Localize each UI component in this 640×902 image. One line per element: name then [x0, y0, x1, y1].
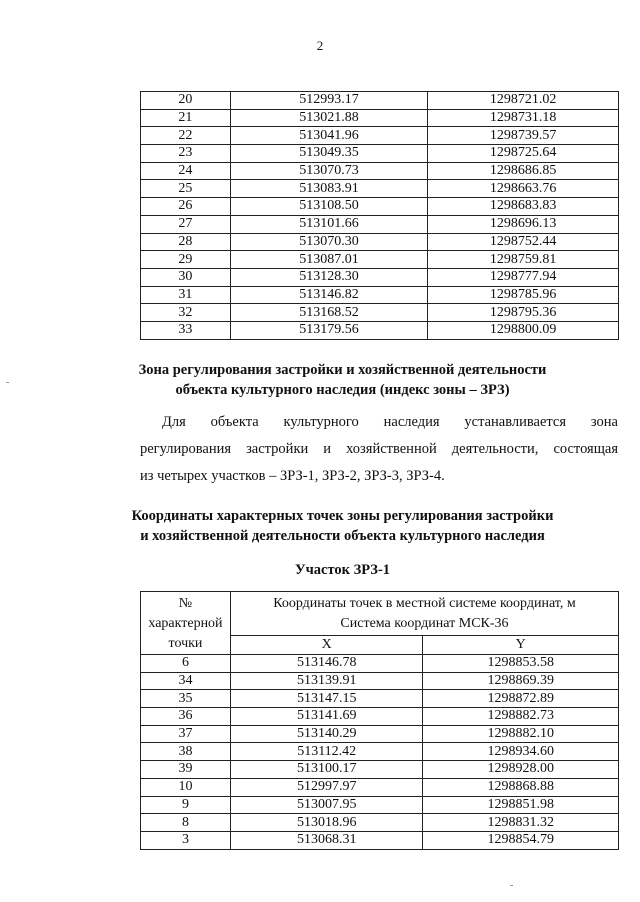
y-coordinate-cell: 1298831.32: [423, 814, 619, 832]
y-coordinate-cell: 1298777.94: [428, 268, 619, 286]
page-number: 2: [316, 38, 324, 53]
point-number-cell: 20: [141, 92, 231, 110]
x-coordinate-cell: 513141.69: [230, 708, 423, 726]
x-coordinate-cell: 513018.96: [230, 814, 423, 832]
x-coordinate-cell: 513007.95: [230, 796, 423, 814]
point-number-cell: 21: [141, 109, 231, 127]
y-coordinate-cell: 1298868.88: [423, 778, 619, 796]
x-coordinate-cell: 513179.56: [230, 321, 428, 339]
point-number-cell: 31: [141, 286, 231, 304]
point-number-cell: 39: [141, 761, 231, 779]
point-number-cell: 6: [141, 655, 231, 673]
point-number-cell: 38: [141, 743, 231, 761]
paragraph-line-3: из четырех участков – ЗРЗ-1, ЗРЗ-2, ЗРЗ-3, ЗРЗ-4.: [140, 468, 445, 484]
y-coordinate-cell: 1298752.44: [428, 233, 619, 251]
paragraph-line-2: регулирования застройки и хозяйственной деятельности, состоящая: [140, 441, 618, 457]
table-row: [141, 708, 619, 726]
point-number-cell: 25: [141, 180, 231, 198]
table1-body: [141, 92, 619, 340]
section-title: Участок ЗРЗ-1: [294, 562, 391, 578]
y-coordinate-cell: 1298853.58: [423, 655, 619, 673]
point-number-cell: 22: [141, 127, 231, 145]
table-row: [141, 180, 619, 198]
point-number-cell: 35: [141, 690, 231, 708]
x-coordinate-cell: 513083.91: [230, 180, 428, 198]
y-coordinate-cell: 1298928.00: [423, 761, 619, 779]
point-number-cell: 37: [141, 725, 231, 743]
header-coordinates-line1: Координаты точек в местной системе координат, м: [273, 595, 576, 611]
table-row: [141, 761, 619, 779]
paragraph-line-1: Для объекта культурного наследия устанавливается зона: [162, 414, 618, 430]
table-row: [141, 109, 619, 127]
point-number-cell: 28: [141, 233, 231, 251]
point-number-cell: 34: [141, 672, 231, 690]
y-coordinate-cell: 1298683.83: [428, 198, 619, 216]
table-row: [141, 198, 619, 216]
point-number-cell: 36: [141, 708, 231, 726]
y-coordinate-cell: 1298721.02: [428, 92, 619, 110]
scan-mark: -: [510, 880, 514, 891]
x-coordinate-cell: 513070.30: [230, 233, 428, 251]
zone-heading-line2: объекта культурного наследия (индекс зоны – ЗРЗ): [175, 382, 510, 398]
y-coordinate-cell: 1298759.81: [428, 251, 619, 269]
coordinates-heading-line2: и хозяйственной деятельности объекта культурного наследия: [140, 528, 545, 544]
table-row: [141, 268, 619, 286]
table-row: [141, 778, 619, 796]
point-number-cell: 24: [141, 162, 231, 180]
table-row: [141, 286, 619, 304]
table2-body: [141, 655, 619, 850]
coordinates-table-continued: [140, 91, 619, 340]
header-num-symbol: №: [178, 596, 193, 611]
point-number-cell: 32: [141, 304, 231, 322]
coordinates-heading-line1: Координаты характерных точек зоны регулирования застройки: [131, 508, 554, 524]
scan-mark: -: [6, 377, 10, 388]
y-coordinate-cell: 1298872.89: [423, 690, 619, 708]
x-coordinate-cell: 513147.15: [230, 690, 423, 708]
coordinates-heading: [45, 506, 640, 546]
y-coordinate-cell: 1298934.60: [423, 743, 619, 761]
header-x: X: [230, 636, 423, 655]
y-coordinate-cell: 1298800.09: [428, 321, 619, 339]
table-row: [141, 251, 619, 269]
y-coordinate-cell: 1298663.76: [428, 180, 619, 198]
x-coordinate-cell: 513140.29: [230, 725, 423, 743]
table-row: [141, 672, 619, 690]
y-coordinate-cell: 1298851.98: [423, 796, 619, 814]
table-row: [141, 233, 619, 251]
point-number-cell: 33: [141, 321, 231, 339]
x-coordinate-cell: 512993.17: [230, 92, 428, 110]
header-num-word1: характерной: [148, 616, 223, 631]
point-number-cell: 9: [141, 796, 231, 814]
header-point-number: [141, 592, 231, 655]
y-coordinate-cell: 1298696.13: [428, 215, 619, 233]
table-row: [141, 92, 619, 110]
x-coordinate-cell: 513100.17: [230, 761, 423, 779]
header-y: Y: [423, 636, 619, 655]
y-coordinate-cell: 1298869.39: [423, 672, 619, 690]
header-num-word2: точки: [168, 636, 203, 651]
x-coordinate-cell: 512997.97: [230, 778, 423, 796]
zone-heading-line1: Зона регулирования застройки и хозяйственной деятельности: [138, 362, 547, 378]
y-coordinate-cell: 1298686.85: [428, 162, 619, 180]
table-row: [141, 321, 619, 339]
x-coordinate-cell: 513041.96: [230, 127, 428, 145]
x-coordinate-cell: 513139.91: [230, 672, 423, 690]
coordinates-table-zrz1: [140, 591, 619, 850]
x-coordinate-cell: 513087.01: [230, 251, 428, 269]
table-row: [141, 743, 619, 761]
y-coordinate-cell: 1298882.73: [423, 708, 619, 726]
header-coordinates-line2: Система координат МСК-36: [340, 615, 509, 631]
point-number-cell: 30: [141, 268, 231, 286]
y-coordinate-cell: 1298854.79: [423, 831, 619, 849]
table-row: [141, 831, 619, 849]
zone-heading: [45, 360, 640, 400]
header-coordinates: [230, 592, 618, 636]
x-coordinate-cell: 513101.66: [230, 215, 428, 233]
table-row: [141, 690, 619, 708]
zone-description-paragraph: [140, 409, 618, 490]
point-number-cell: 3: [141, 831, 231, 849]
x-coordinate-cell: 513146.82: [230, 286, 428, 304]
point-number-cell: 23: [141, 145, 231, 163]
table-row: [141, 162, 619, 180]
x-coordinate-cell: 513128.30: [230, 268, 428, 286]
table-row: [141, 215, 619, 233]
y-coordinate-cell: 1298725.64: [428, 145, 619, 163]
x-coordinate-cell: 513146.78: [230, 655, 423, 673]
y-coordinate-cell: 1298739.57: [428, 127, 619, 145]
table-row: [141, 655, 619, 673]
point-number-cell: 27: [141, 215, 231, 233]
point-number-cell: 26: [141, 198, 231, 216]
x-coordinate-cell: 513168.52: [230, 304, 428, 322]
point-number-cell: 10: [141, 778, 231, 796]
y-coordinate-cell: 1298731.18: [428, 109, 619, 127]
y-coordinate-cell: 1298785.96: [428, 286, 619, 304]
table-row: [141, 814, 619, 832]
y-coordinate-cell: 1298795.36: [428, 304, 619, 322]
x-coordinate-cell: 513021.88: [230, 109, 428, 127]
x-coordinate-cell: 513070.73: [230, 162, 428, 180]
x-coordinate-cell: 513112.42: [230, 743, 423, 761]
table-row: [141, 796, 619, 814]
table-row: [141, 304, 619, 322]
table-row: [141, 725, 619, 743]
point-number-cell: 29: [141, 251, 231, 269]
table-row: [141, 127, 619, 145]
point-number-cell: 8: [141, 814, 231, 832]
x-coordinate-cell: 513068.31: [230, 831, 423, 849]
x-coordinate-cell: 513049.35: [230, 145, 428, 163]
x-coordinate-cell: 513108.50: [230, 198, 428, 216]
table-row: [141, 145, 619, 163]
y-coordinate-cell: 1298882.10: [423, 725, 619, 743]
